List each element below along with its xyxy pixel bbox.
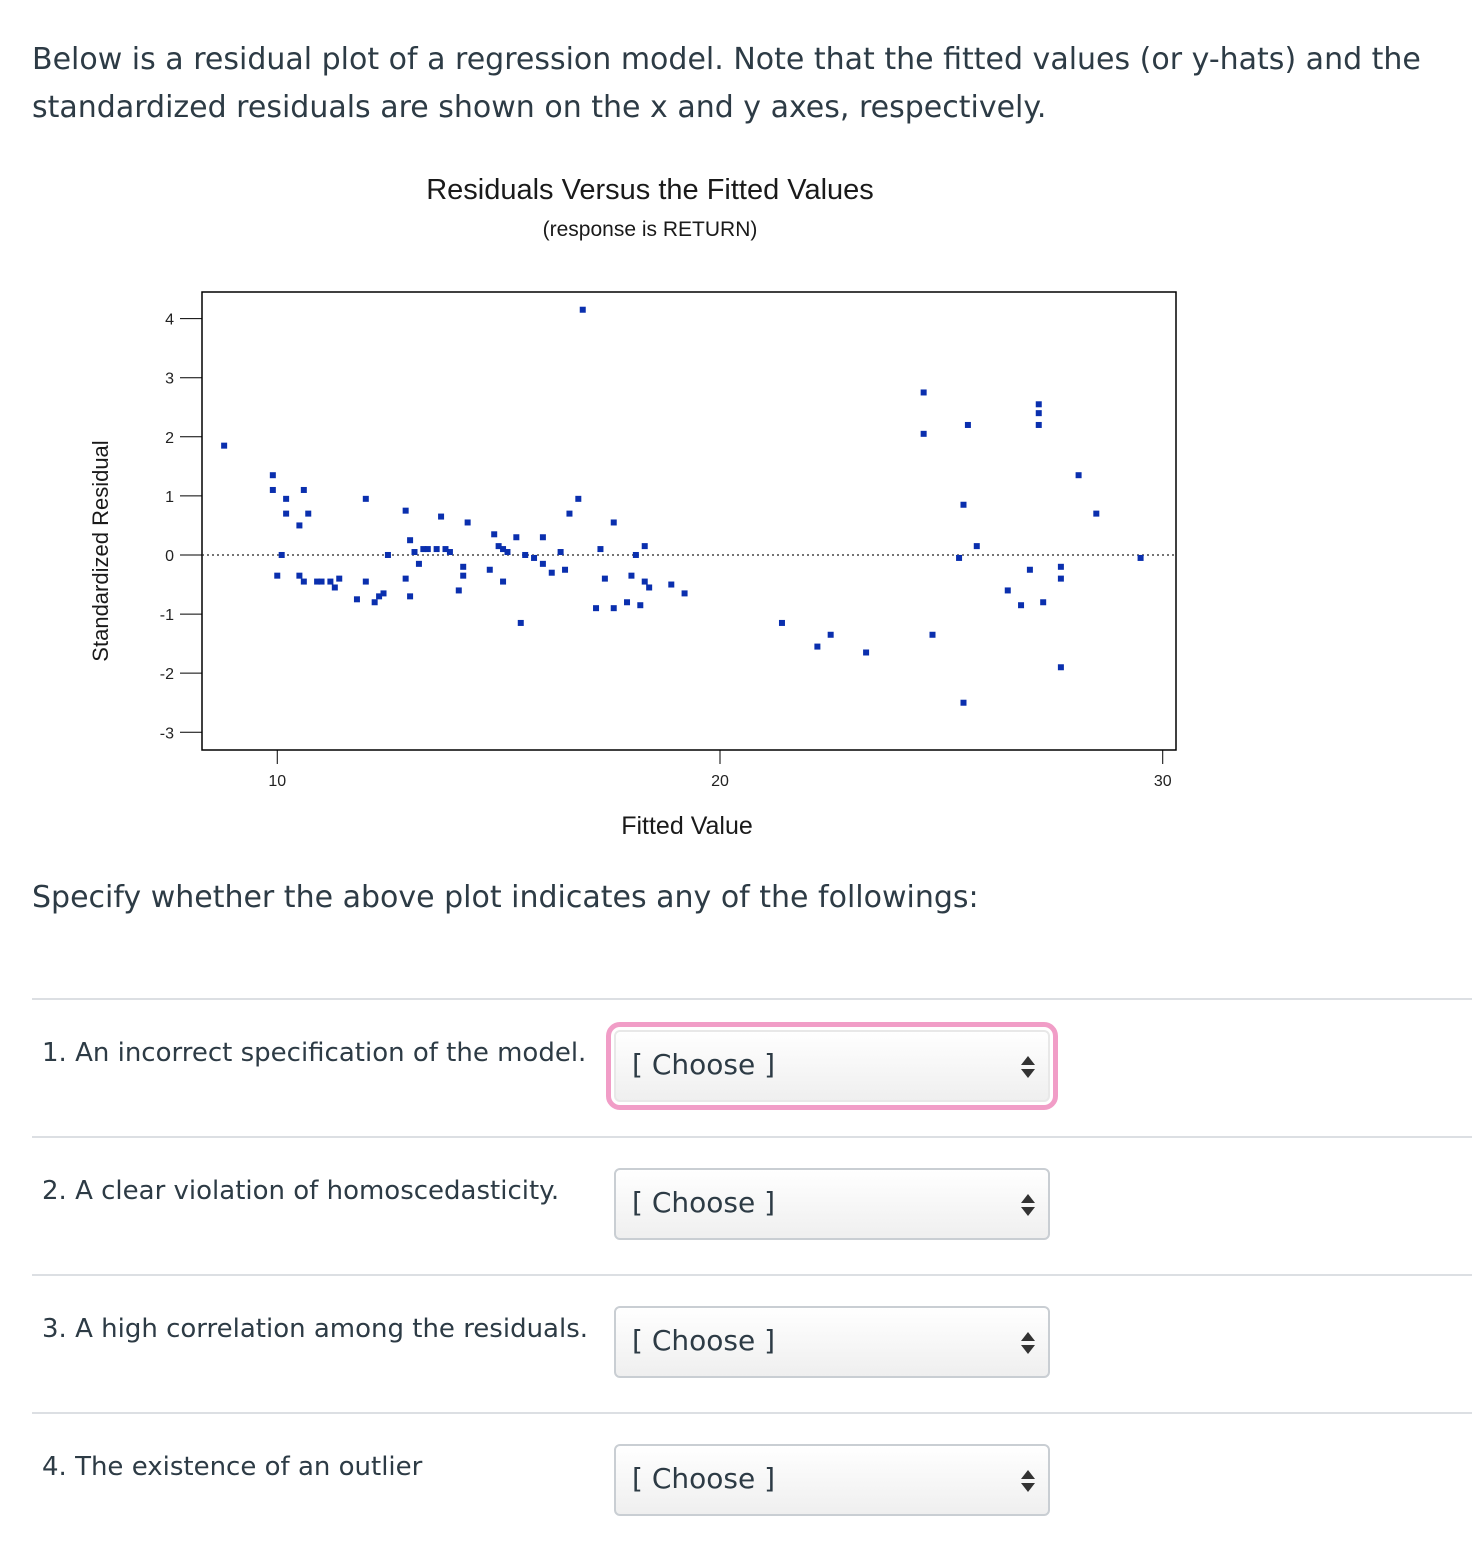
data-point: [363, 496, 369, 502]
data-point: [1076, 472, 1082, 478]
data-point: [301, 579, 307, 585]
x-axis-label: Fitted Value: [621, 812, 753, 840]
y-tick-label: 3: [165, 370, 174, 388]
data-point: [407, 537, 413, 543]
data-point: [319, 579, 325, 585]
data-point: [332, 584, 338, 590]
data-point: [1018, 602, 1024, 608]
data-point: [611, 519, 617, 525]
data-point: [1027, 567, 1033, 573]
data-point: [682, 590, 688, 596]
data-point: [1005, 587, 1011, 593]
chart-subtitle: (response is RETURN): [542, 218, 758, 241]
data-point: [487, 567, 493, 573]
data-point: [274, 573, 280, 579]
data-point: [283, 511, 289, 517]
data-point: [416, 561, 422, 567]
data-point: [354, 596, 360, 602]
data-point: [283, 496, 289, 502]
data-point: [960, 700, 966, 706]
data-point: [562, 567, 568, 573]
data-point: [460, 573, 466, 579]
y-tick-label: -3: [159, 725, 174, 743]
answer-select-2[interactable]: [614, 1168, 1050, 1240]
y-axis-label: Standardized Residual: [88, 440, 113, 662]
x-tick-label: 30: [1153, 773, 1172, 790]
y-tick-label: 4: [165, 311, 174, 329]
data-point: [633, 552, 639, 558]
data-point: [1058, 664, 1064, 670]
row-divider: [32, 998, 1472, 1000]
data-point: [668, 582, 674, 588]
question-label: 2. A clear violation of homoscedasticity.: [42, 1176, 560, 1206]
data-point: [403, 508, 409, 514]
select-value: [ Choose ]: [632, 1186, 776, 1219]
data-point: [597, 546, 603, 552]
data-point: [540, 534, 546, 540]
data-point: [460, 564, 466, 570]
x-tick-label: 10: [268, 773, 287, 790]
data-point: [921, 431, 927, 437]
up-down-arrows-icon: [1020, 1052, 1036, 1082]
data-point: [628, 573, 634, 579]
data-point: [279, 552, 285, 558]
data-point: [270, 472, 276, 478]
data-point: [504, 549, 510, 555]
residual-scatter-plot: [0, 270, 1300, 860]
x-tick-label: 20: [711, 773, 729, 790]
data-point: [491, 531, 497, 537]
data-point: [566, 511, 572, 517]
up-down-arrows-icon: [1020, 1328, 1036, 1358]
y-tick-label: 1: [165, 488, 174, 506]
plot-frame: [202, 292, 1176, 750]
answer-select-4[interactable]: [614, 1444, 1050, 1516]
data-point: [438, 514, 444, 520]
data-point: [960, 502, 966, 508]
select-value: [ Choose ]: [632, 1462, 776, 1495]
data-point: [1138, 555, 1144, 561]
data-point: [956, 555, 962, 561]
data-point: [828, 632, 834, 638]
data-point: [425, 546, 431, 552]
data-point: [296, 573, 302, 579]
data-point: [513, 534, 519, 540]
data-point: [1093, 511, 1099, 517]
data-point: [518, 620, 524, 626]
data-point: [580, 307, 586, 313]
data-point: [447, 549, 453, 555]
y-tick-label: 0: [165, 547, 174, 565]
data-point: [407, 593, 413, 599]
question-label: 3. A high correlation among the residuals.: [42, 1314, 589, 1344]
data-point: [814, 644, 820, 650]
data-point: [921, 389, 927, 395]
data-point: [974, 543, 980, 549]
up-down-arrows-icon: [1020, 1190, 1036, 1220]
row-divider: [32, 1136, 1472, 1138]
answer-select-1[interactable]: [614, 1030, 1050, 1102]
data-point: [221, 443, 227, 449]
data-point: [558, 549, 564, 555]
question-label: 1. An incorrect specification of the model.: [42, 1038, 587, 1068]
select-value: [ Choose ]: [632, 1324, 776, 1357]
row-divider: [32, 1274, 1472, 1276]
data-point: [385, 552, 391, 558]
data-point: [305, 511, 311, 517]
data-point: [270, 487, 276, 493]
data-point: [930, 632, 936, 638]
select-value: [ Choose ]: [632, 1048, 776, 1081]
data-point: [1040, 599, 1046, 605]
data-point: [1058, 576, 1064, 582]
data-point: [540, 561, 546, 567]
data-point: [624, 599, 630, 605]
data-point: [1036, 422, 1042, 428]
data-point: [363, 579, 369, 585]
data-point: [412, 549, 418, 555]
y-tick-label: 2: [165, 429, 174, 447]
data-point: [434, 546, 440, 552]
intro-text: Below is a residual plot of a regression model. Note that the fitted values (or y-hats) and the standardized residuals are shown on the x and y axes, respectively.: [32, 42, 1421, 125]
data-point: [522, 552, 528, 558]
data-point: [593, 605, 599, 611]
data-point: [327, 579, 333, 585]
data-point: [611, 605, 617, 611]
data-point: [372, 599, 378, 605]
data-point: [381, 590, 387, 596]
data-point: [500, 579, 506, 585]
data-point: [602, 576, 608, 582]
chart-title: Residuals Versus the Fitted Values: [426, 174, 874, 206]
answer-select-3[interactable]: [614, 1306, 1050, 1378]
data-point: [965, 422, 971, 428]
data-point: [465, 519, 471, 525]
data-point: [637, 602, 643, 608]
data-point: [642, 543, 648, 549]
y-tick-label: -2: [159, 666, 174, 684]
data-point: [296, 522, 302, 528]
data-point: [456, 587, 462, 593]
data-point: [646, 584, 652, 590]
data-point: [575, 496, 581, 502]
data-point: [403, 576, 409, 582]
data-point: [531, 555, 537, 561]
data-point: [336, 576, 342, 582]
question-label: 4. The existence of an outlier: [42, 1452, 423, 1482]
data-point: [549, 570, 555, 576]
data-point: [779, 620, 785, 626]
data-point: [1036, 410, 1042, 416]
data-point: [1058, 564, 1064, 570]
up-down-arrows-icon: [1020, 1466, 1036, 1496]
row-divider: [32, 1412, 1472, 1414]
y-tick-label: -1: [159, 607, 174, 625]
data-point: [301, 487, 307, 493]
prompt-text: Specify whether the above plot indicates any of the followings:: [32, 880, 979, 915]
data-point: [863, 649, 869, 655]
data-point: [642, 579, 648, 585]
data-point: [1036, 401, 1042, 407]
